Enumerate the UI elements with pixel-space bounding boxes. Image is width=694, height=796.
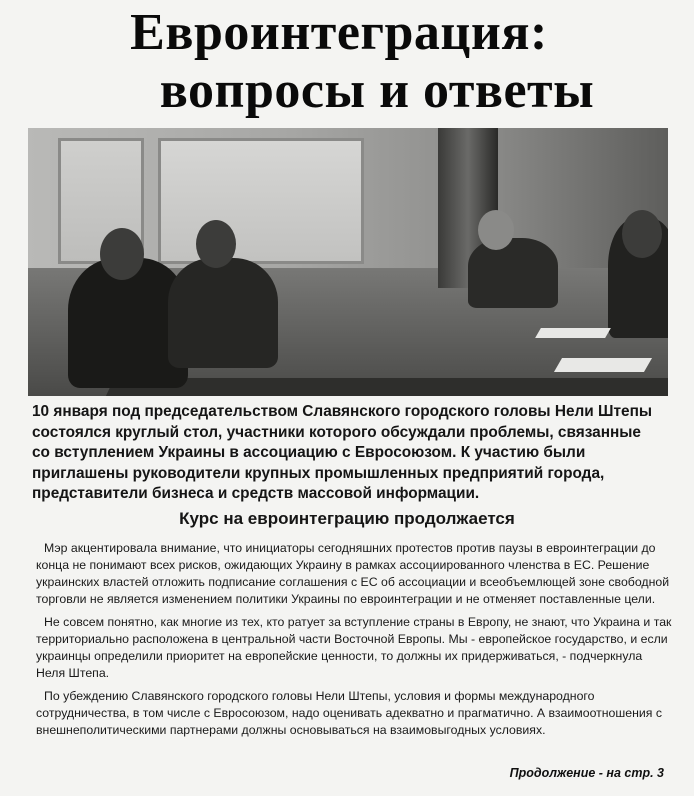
headline-line-1: Евроинтеграция:	[130, 4, 548, 61]
photo-head-4	[622, 210, 662, 258]
section-subheading: Курс на евроинтеграцию продолжается	[179, 509, 515, 528]
photo-papers	[535, 328, 611, 338]
photo-head-2	[196, 220, 236, 268]
photo-head-3	[478, 210, 514, 250]
headline-line-2: вопросы и ответы	[159, 62, 595, 119]
continuation-note: Продолжение - на стр. 3	[509, 766, 664, 780]
meeting-photo	[28, 128, 668, 396]
body-paragraph: Не совсем понятно, как многие из тех, кто ратует за вступление страны в Европу, не знают, что Украина и так территориально расположена в центральной части Восточной Европы. Мы - европейское государство, и если украинцы определили приоритет на европейские ценности, то должны их придерживаться, - подчеркнула Неля Штепа.	[36, 615, 672, 680]
article-body	[36, 540, 672, 745]
photo-head-1	[100, 228, 144, 280]
photo-person-3	[468, 238, 558, 308]
photo-papers-2	[554, 358, 652, 372]
lead-paragraph: 10 января под председательством Славянского городского головы Нели Штепы состоялся круглый стол, участники которого обсуждали проблемы, связанные со вступлением Украины в ассоциацию с Евросоюзом. К участию были приглашены руководители крупных промышленных предприятий города, представители бизнеса и средств массовой информации.	[32, 403, 653, 503]
body-paragraph: Мэр акцентировала внимание, что инициаторы сегодняшних протестов против паузы в евроинтеграции до конца не понимают всех рисков, ожидающих Украину в рамках ассоциированного членства в ЕС. Решение украинских властей отложить подписание соглашения с ЕС об ассоциации и всеобъемлющей зоне свободной торговли не является изменением политики Украины по евроинтеграции и не отменяет поставленные цели.	[36, 541, 670, 606]
photo-window	[158, 138, 364, 264]
body-paragraph: По убеждению Славянского городского головы Нели Штепы, условия и формы международного сотрудничества, в том числе с Евросоюзом, надо оценивать адекватно и прагматично. А взаимоотношения с внешнеполитическими партнерами должны основываться на взаимовыгодных условиях.	[36, 689, 662, 737]
photo-person-2	[168, 258, 278, 368]
